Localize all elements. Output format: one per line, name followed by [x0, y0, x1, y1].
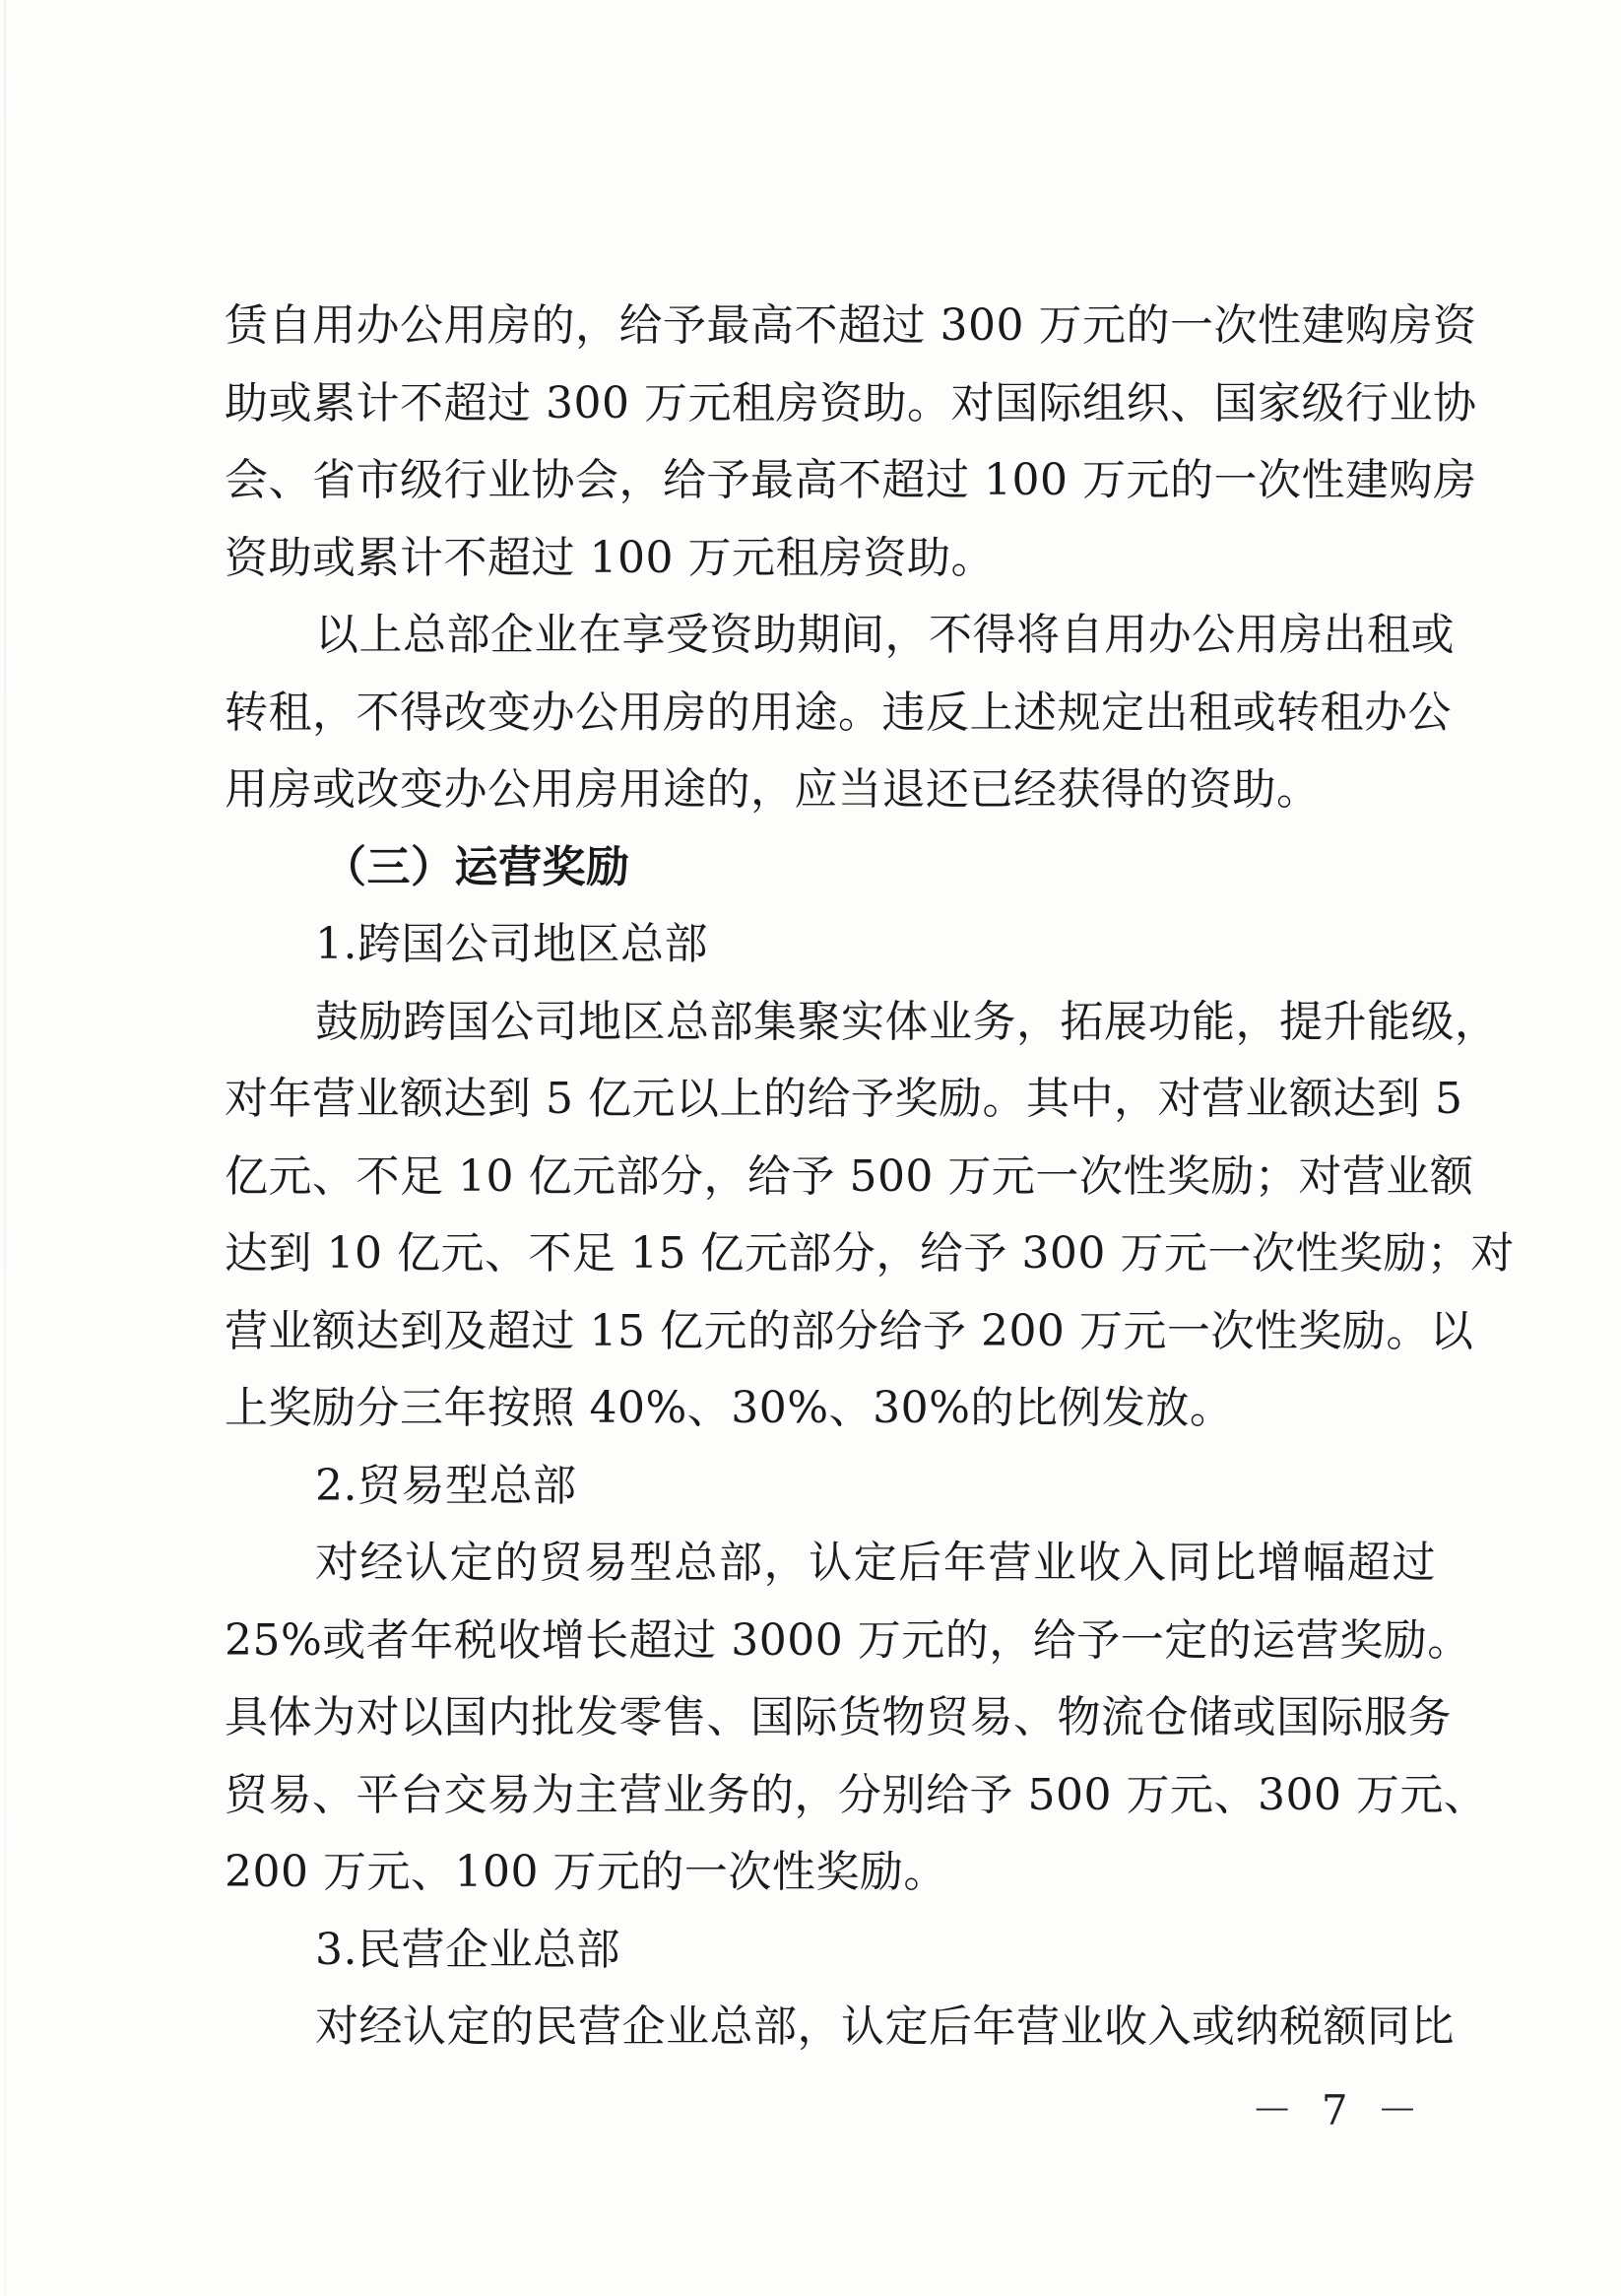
text-line: 以上总部企业在享受资助期间，不得将自用办公用房出租或: [315, 610, 1455, 660]
text-line: 200 万元、100 万元的一次性奖励。: [225, 1847, 947, 1897]
text-line: 具体为对以国内批发零售、国际货物贸易、物流仓储或国际服务: [225, 1692, 1452, 1742]
text-line: 贸易、平台交易为主营业务的，分别给予 500 万元、300 万元、: [225, 1769, 1488, 1820]
text-line: 资助或累计不超过 100 万元租房资助。: [225, 532, 995, 583]
text-line: 转租，不得改变办公用房的用途。违反上述规定出租或转租办公: [225, 687, 1452, 738]
text-line: 3.民营企业总部: [315, 1924, 620, 1975]
text-line: 达到 10 亿元、不足 15 亿元部分，给予 300 万元一次性奖励；对: [225, 1228, 1515, 1279]
scan-edge-shadow: [4, 0, 6, 2296]
text-line: 对经认定的贸易型总部，认定后年营业收入同比增幅超过: [315, 1538, 1436, 1588]
text-line: 亿元、不足 10 亿元部分，给予 500 万元一次性奖励；对营业额: [225, 1150, 1474, 1202]
text-line: 上奖励分三年按照 40%、30%、30%的比例发放。: [225, 1383, 1234, 1433]
text-line: 1.跨国公司地区总部: [315, 919, 708, 969]
text-line: 营业额达到及超过 15 亿元的部分给予 200 万元一次性奖励。以: [225, 1305, 1474, 1356]
section-heading: （三）运营奖励: [323, 841, 630, 892]
text-line: 2.贸易型总部: [315, 1460, 577, 1511]
page-number: － 7 －: [1251, 2086, 1426, 2134]
text-line: 鼓励跨国公司地区总部集聚实体业务，拓展功能，提升能级，: [315, 996, 1499, 1047]
text-line: 助或累计不超过 300 万元租房资助。对国际组织、国家级行业协: [225, 377, 1477, 428]
text-line: 25%或者年税收增长超过 3000 万元的，给予一定的运营奖励。: [225, 1614, 1471, 1666]
text-line: 用房或改变办公用房用途的，应当退还已经获得的资助。: [225, 764, 1321, 815]
text-line: 对年营业额达到 5 亿元以上的给予奖励。其中，对营业额达到 5: [225, 1074, 1463, 1124]
text-line: 赁自用办公用房的，给予最高不超过 300 万元的一次性建购房资: [225, 300, 1477, 351]
text-line: 对经认定的民营企业总部，认定后年营业收入或纳税额同比: [315, 2001, 1455, 2052]
text-line: 会、省市级行业协会，给予最高不超过 100 万元的一次性建购房: [225, 455, 1477, 505]
document-body: [225, 288, 1515, 2066]
